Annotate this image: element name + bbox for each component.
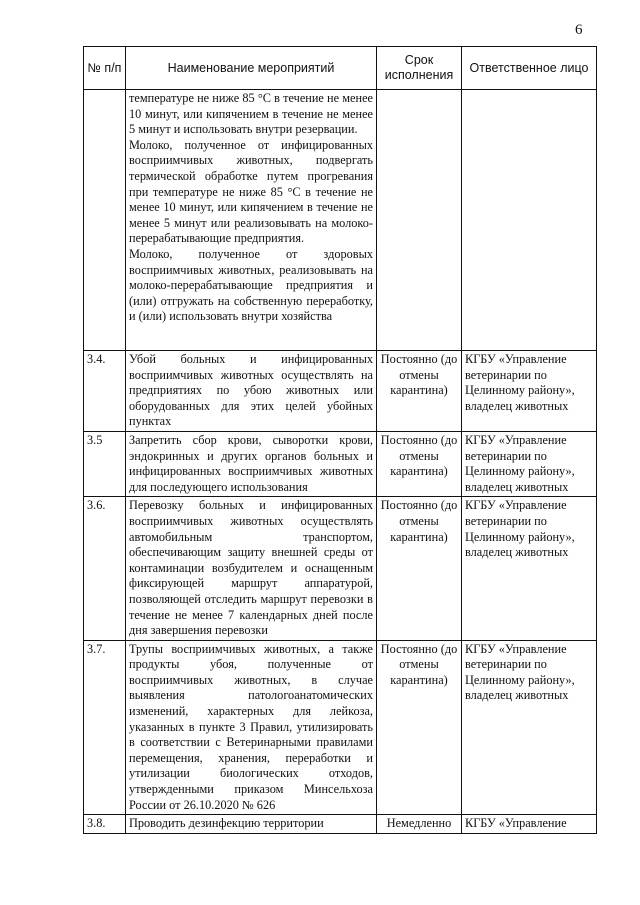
table-row-continuation	[84, 90, 597, 351]
table-row	[84, 351, 597, 432]
table-header-row	[84, 47, 597, 90]
row-measure-name: Перевозку больных и инфицированных восприимчивых животных осуществлять автомобильным транспортом, обеспечивающим защиту внешней среды от контаминации возбудителем и оснащенным фиксирующей маршрут аппаратурой, позволяющей отследить маршрут перевозки в течение не менее 7 календарных дней после дня завершения перевозки	[126, 497, 377, 640]
row-measure-name: Убой больных и инфицированных восприимчивых животных осуществлять на предприятиях по убою животных или оборудованных для этих целей убойных пунктах	[126, 351, 377, 432]
table-row	[84, 640, 597, 815]
row-responsible: КГБУ «Управление ветеринарии по Целинному району», владелец животных	[462, 431, 597, 496]
row-term: Постоянно (до отмены карантина)	[377, 497, 462, 640]
row-responsible: КГБУ «Управление ветеринарии по Целинному району», владелец животных	[462, 351, 597, 432]
row-number: 3.8.	[84, 815, 126, 834]
row-measure-name: Трупы восприимчивых животных, а также продукты убоя, полученные от восприимчивых животных, в случае выявления патологоанатомических изменений, характерных для лейкоза, указанных в пункте 3 Правил, утилизировать в соответствии с Ветеринарными правилами перемещения, хранения, переработки и утилизации биологических отходов, утвержденными приказом Минсельхоза России от 26.10.2020 № 626	[126, 640, 377, 815]
measures-table	[83, 46, 597, 834]
row-term: Постоянно (до отмены карантина)	[377, 351, 462, 432]
table-row	[84, 815, 597, 834]
page-number: 6	[575, 22, 583, 38]
measure-paragraph: Молоко, полученное от здоровых восприимчивых животных, реализовывать на молоко-перерабатывающие предприятия и (или) отгружать на собственную переработку, и (или) использовать внутри хозяйства	[129, 246, 373, 324]
row-measure-name: Проводить дезинфекцию территории	[126, 815, 377, 834]
measure-paragraph: температуре не ниже 85 °С в течение не менее 10 минут, или кипячением в течение не менее 5 минут и использовать внутри резервации.	[129, 91, 373, 137]
row-term: Немедленно	[377, 815, 462, 834]
measure-paragraph: Молоко, полученное от инфицированных восприимчивых животных, подвергать термической обработке путем прогревания при температуре не ниже 85 °С в течение не менее 10 минут, или кипячением в течение не менее 5 минут или реализовывать на молоко-перерабатывающие предприятия.	[129, 137, 373, 246]
row-responsible: КГБУ «Управление ветеринарии по Целинному району», владелец животных	[462, 497, 597, 640]
table-row	[84, 431, 597, 496]
row-number	[84, 90, 126, 351]
row-measure-name	[126, 90, 377, 351]
table-row	[84, 497, 597, 640]
row-term	[377, 90, 462, 351]
row-number: 3.7.	[84, 640, 126, 815]
row-number: 3.4.	[84, 351, 126, 432]
header-term: Срок исполнения	[377, 47, 462, 90]
header-number: № п/п	[84, 47, 126, 90]
row-term: Постоянно (до отмены карантина)	[377, 431, 462, 496]
row-responsible: КГБУ «Управление ветеринарии по Целинному району», владелец животных	[462, 640, 597, 815]
row-measure-name: Запретить сбор крови, сыворотки крови, эндокринных и других органов больных и инфицированных восприимчивых животных для последующего использования	[126, 431, 377, 496]
row-number: 3.6.	[84, 497, 126, 640]
row-term: Постоянно (до отмены карантина)	[377, 640, 462, 815]
row-number: 3.5	[84, 431, 126, 496]
header-measure-name: Наименование мероприятий	[126, 47, 377, 90]
row-responsible: КГБУ «Управление	[462, 815, 597, 834]
row-responsible	[462, 90, 597, 351]
header-responsible: Ответственное лицо	[462, 47, 597, 90]
